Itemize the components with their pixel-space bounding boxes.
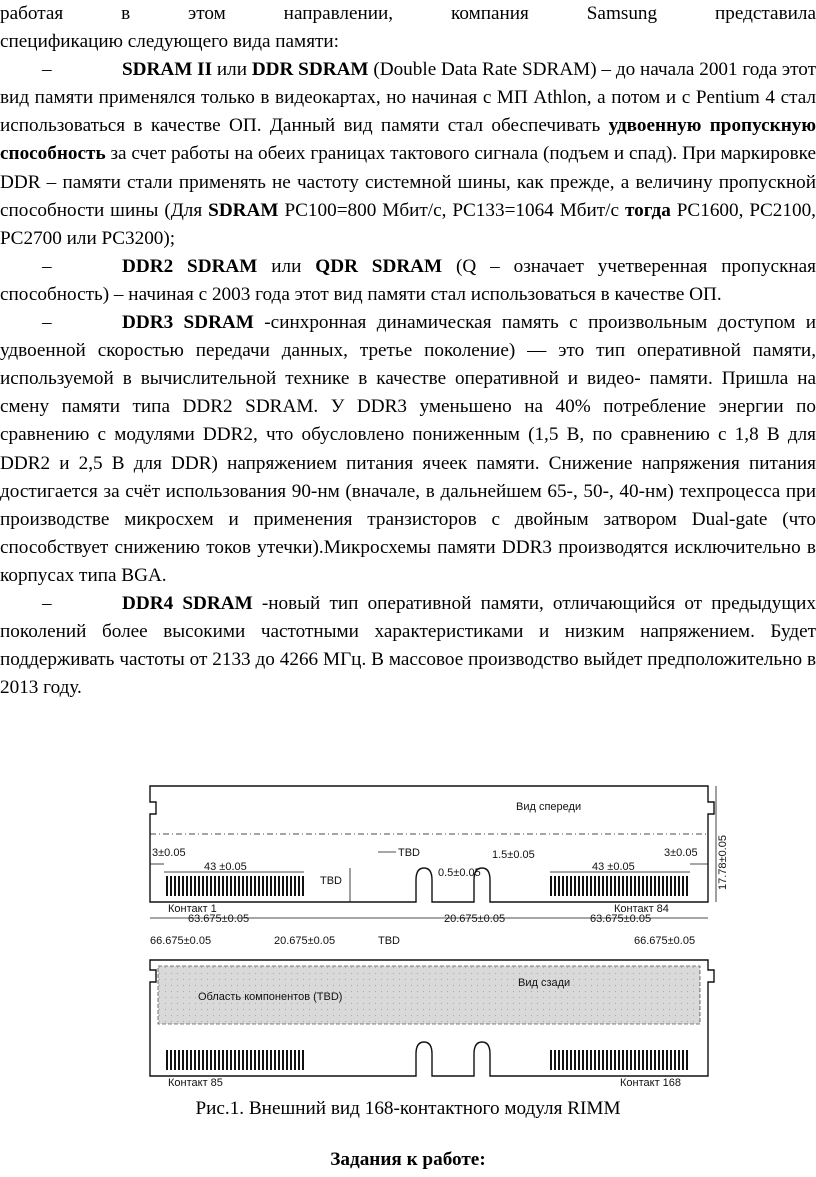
- intro-line-1: работая в этом направлении, компания Samsung представила: [0, 3, 816, 24]
- item4-text-a: -новый тип оперативной памяти, отличающийся от предыдущих поколений более высокими частотными характеристиками и низким напряжением. Будет поддерживать частоты от 2133 до 4266 МГц. В массовое производство выйдет предположительно в 2013 году.: [0, 592, 816, 699]
- rimm-module-drawing: [146, 780, 729, 1090]
- term-qdr-sdram: QDR SDRAM: [315, 255, 443, 277]
- list-item-ddr2: [0, 253, 816, 309]
- dim-3-right: 3±0.05: [664, 847, 698, 859]
- back-view-label: Вид сзади: [518, 977, 571, 989]
- list-dash: –: [42, 592, 52, 614]
- contact-168-label: Контакт 168: [620, 1077, 682, 1089]
- term-sdram-ii: SDRAM II: [122, 59, 213, 81]
- dim-20-mid: 20.675±0.05: [444, 913, 506, 925]
- text-or: или: [212, 59, 252, 81]
- item1-text-c: PC100=800 Мбит/с, PC133=1064 Мбит/с: [278, 199, 625, 221]
- front-view-label: Вид спереди: [516, 801, 582, 813]
- dim-43-left: 43 ±0.05: [204, 861, 247, 873]
- item2-text-a: (Q – означает учетверенная пропускная способность) – начиная с 2003 года этот вид памяти стал использоваться в качестве ОП.: [0, 255, 816, 305]
- intro-line-2: спецификацию следующего вида памяти:: [0, 31, 340, 53]
- item1-text-d: PC1600, PC2100, PC2700 или PC3200);: [0, 199, 816, 249]
- item3-text-a: -синхронная динамическая память с произвольным доступом и удвоенной скоростью передачи данных, третье поколение) — это тип оперативной памяти, используемой в вычислительной технике в качестве оперативной и видео- памяти. Пришла на смену памяти типа DDR2 SDRAM. У DDR3 уменьшено на 40% потребление энергии по сравнению с модулями DDR2, что обусловлено пониженным (1,5 В, по сравнению с 1,8 В для DDR2 и 2,5 В для DDR) напряжением питания ячеек памяти. Снижение напряжения питания достигается за счёт использования 90-нм (вначале, в дальнейшем 65-, 50-, 40-нм) техпроцесса при производстве микросхем и применения транзисторов с двойным затвором Dual-gate (что способствует снижению токов утечки).Микросхемы памяти DDR3 производятся исключительно в корпусах типа BGA.: [0, 312, 816, 586]
- item1-text-b: за счет работы на обеих границах тактового сигнала (подъем и спад). При маркировке DDR – памяти стали применять не частоту системной шины, как прежде, а величину пропускной способности шины (Для: [0, 143, 816, 221]
- term-ddr3-sdram: DDR3 SDRAM: [122, 312, 254, 334]
- contact-84-label: Контакт 84: [614, 903, 669, 915]
- dim-tbd-side: TBD: [320, 875, 342, 887]
- list-dash: –: [42, 255, 52, 277]
- dim-tbd-bottom: TBD: [378, 935, 400, 947]
- dim-66-right: 66.675±0.05: [634, 935, 696, 947]
- back-left-pins: [164, 1050, 304, 1070]
- list-item-ddr3: [0, 309, 816, 590]
- component-area-label: Область компонентов (TBD): [198, 991, 343, 1003]
- dim-0-5: 0.5±0.05: [438, 867, 481, 879]
- contact-1-label: Контакт 1: [168, 903, 217, 915]
- list-dash: –: [42, 59, 52, 81]
- dim-height: 17.78±0.05: [717, 835, 729, 890]
- item1-text-a: (Double Data Rate SDRAM) – до начала 2001 года этот вид памяти применялся только в видеокартах, но начиная с МП Athlon, а потом и с Pentium 4 стал использоваться в качестве ОП. Данный вид памяти стал обеспечивать: [0, 59, 816, 137]
- intro-paragraph: [0, 0, 816, 28]
- front-right-pins: [550, 876, 690, 896]
- term-ddr4-sdram: DDR4 SDRAM: [122, 592, 253, 614]
- dim-66-left: 66.675±0.05: [150, 935, 212, 947]
- back-view: [150, 960, 714, 1089]
- dim-63-right: 63.675±0.05: [590, 913, 652, 925]
- tasks-heading: Задания к работе:: [330, 1149, 486, 1170]
- intro-paragraph-2: [0, 28, 816, 56]
- dim-63-left: 63.675±0.05: [188, 913, 250, 925]
- term-togda: тогда: [624, 199, 671, 221]
- text-or: или: [257, 255, 316, 277]
- term-ddr-sdram: DDR SDRAM: [251, 59, 369, 81]
- dim-43-right: 43 ±0.05: [592, 861, 635, 873]
- term-double-bandwidth: удвоенную пропускную способность: [0, 115, 816, 165]
- front-left-pins: [164, 876, 304, 896]
- list-item-ddr-sdram: [0, 56, 816, 253]
- rimm-module-figure: [146, 780, 729, 1090]
- term-sdram: SDRAM: [208, 199, 279, 221]
- term-ddr2-sdram: DDR2 SDRAM: [122, 255, 258, 277]
- front-view: [150, 786, 729, 947]
- figure-caption: Рис.1. Внешний вид 168-контактного модуля RIMM: [195, 1098, 621, 1119]
- dim-tbd-top: TBD: [398, 847, 420, 859]
- dim-3-left: 3±0.05: [152, 847, 186, 859]
- dim-20-bottom: 20.675±0.05: [274, 935, 336, 947]
- list-dash: –: [42, 312, 52, 334]
- list-item-ddr4: [0, 590, 816, 702]
- back-right-pins: [550, 1050, 690, 1070]
- contact-85-label: Контакт 85: [168, 1077, 223, 1089]
- dim-1-5: 1.5±0.05: [492, 849, 535, 861]
